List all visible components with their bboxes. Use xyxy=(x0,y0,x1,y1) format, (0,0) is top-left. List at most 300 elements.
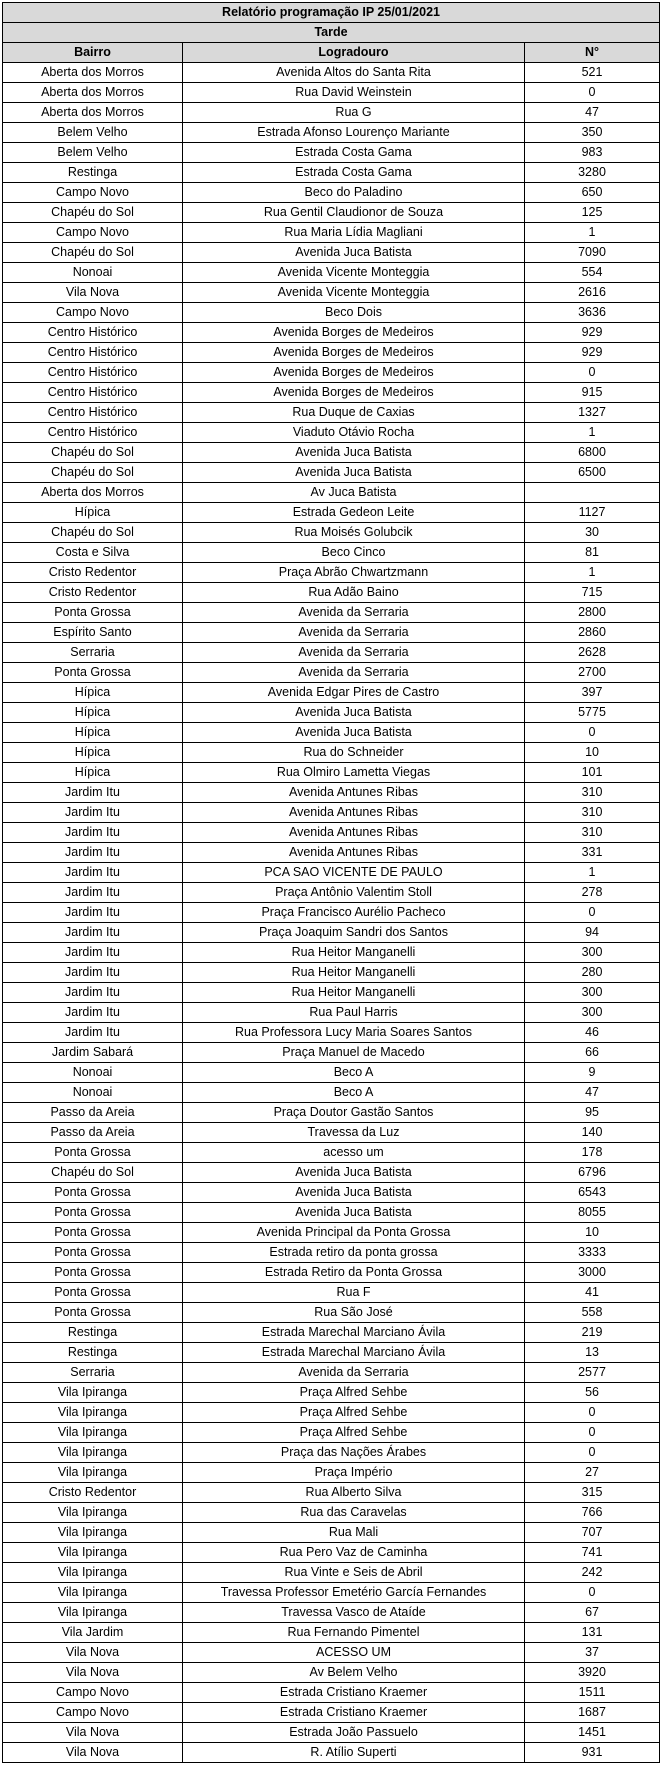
table-row xyxy=(3,63,660,83)
table-row xyxy=(3,1043,660,1063)
numero-cell: 300 xyxy=(525,943,660,963)
bairro-cell: Campo Novo xyxy=(3,1683,183,1703)
logradouro-cell: Praça Francisco Aurélio Pacheco xyxy=(183,903,525,923)
table-row xyxy=(3,143,660,163)
numero-cell: 1 xyxy=(525,423,660,443)
numero-cell: 300 xyxy=(525,983,660,1003)
bairro-cell: Hípica xyxy=(3,723,183,743)
table-row xyxy=(3,723,660,743)
logradouro-cell: Avenida Antunes Ribas xyxy=(183,783,525,803)
numero-cell: 47 xyxy=(525,1083,660,1103)
numero-cell: 310 xyxy=(525,803,660,823)
table-row xyxy=(3,563,660,583)
bairro-cell: Campo Novo xyxy=(3,183,183,203)
bairro-cell: Campo Novo xyxy=(3,1703,183,1723)
logradouro-cell: Estrada João Passuelo xyxy=(183,1723,525,1743)
numero-cell: 310 xyxy=(525,823,660,843)
numero-cell: 707 xyxy=(525,1523,660,1543)
logradouro-cell: Beco Dois xyxy=(183,303,525,323)
numero-cell: 1 xyxy=(525,563,660,583)
bairro-cell: Passo da Areia xyxy=(3,1123,183,1143)
bairro-cell: Jardim Itu xyxy=(3,923,183,943)
logradouro-cell: Estrada Marechal Marciano Ávila xyxy=(183,1343,525,1363)
table-row xyxy=(3,243,660,263)
bairro-cell: Restinga xyxy=(3,1343,183,1363)
logradouro-cell: Avenida Principal da Ponta Grossa xyxy=(183,1223,525,1243)
numero-cell: 47 xyxy=(525,103,660,123)
logradouro-cell: Estrada Retiro da Ponta Grossa xyxy=(183,1263,525,1283)
subtitle-row xyxy=(3,23,660,43)
table-row xyxy=(3,543,660,563)
report-table xyxy=(2,2,660,1763)
logradouro-cell: Estrada Gedeon Leite xyxy=(183,503,525,523)
bairro-cell: Belem Velho xyxy=(3,123,183,143)
numero-cell: 56 xyxy=(525,1383,660,1403)
numero-cell: 0 xyxy=(525,363,660,383)
numero-cell: 5775 xyxy=(525,703,660,723)
table-row xyxy=(3,903,660,923)
bairro-cell: Restinga xyxy=(3,163,183,183)
table-row xyxy=(3,403,660,423)
logradouro-cell: Travessa da Luz xyxy=(183,1123,525,1143)
table-row xyxy=(3,1583,660,1603)
table-row xyxy=(3,503,660,523)
logradouro-cell: Avenida da Serraria xyxy=(183,623,525,643)
table-row xyxy=(3,1303,660,1323)
logradouro-cell: Avenida Antunes Ribas xyxy=(183,823,525,843)
bairro-cell: Vila Ipiranga xyxy=(3,1463,183,1483)
bairro-cell: Jardim Itu xyxy=(3,863,183,883)
logradouro-cell: Rua Heitor Manganelli xyxy=(183,943,525,963)
numero-cell: 41 xyxy=(525,1283,660,1303)
bairro-cell: Centro Histórico xyxy=(3,383,183,403)
bairro-cell: Ponta Grossa xyxy=(3,1143,183,1163)
bairro-cell: Hípica xyxy=(3,743,183,763)
numero-cell: 3920 xyxy=(525,1663,660,1683)
numero-cell: 81 xyxy=(525,543,660,563)
logradouro-cell: Praça Alfred Sehbe xyxy=(183,1403,525,1423)
bairro-cell: Vila Ipiranga xyxy=(3,1603,183,1623)
numero-cell: 67 xyxy=(525,1603,660,1623)
table-row xyxy=(3,443,660,463)
table-row xyxy=(3,943,660,963)
bairro-cell: Aberta dos Morros xyxy=(3,83,183,103)
numero-cell: 7090 xyxy=(525,243,660,263)
numero-cell: 1451 xyxy=(525,1723,660,1743)
table-row xyxy=(3,763,660,783)
numero-cell: 278 xyxy=(525,883,660,903)
logradouro-cell: Rua Gentil Claudionor de Souza xyxy=(183,203,525,223)
title-row xyxy=(3,3,660,23)
logradouro-cell: Avenida Juca Batista xyxy=(183,443,525,463)
numero-cell: 10 xyxy=(525,743,660,763)
bairro-cell: Ponta Grossa xyxy=(3,603,183,623)
logradouro-cell: Rua Mali xyxy=(183,1523,525,1543)
numero-cell: 30 xyxy=(525,523,660,543)
logradouro-cell: Rua Adão Baino xyxy=(183,583,525,603)
logradouro-cell: Estrada Costa Gama xyxy=(183,143,525,163)
table-row xyxy=(3,1003,660,1023)
logradouro-cell: Avenida Vicente Monteggia xyxy=(183,263,525,283)
table-row xyxy=(3,1123,660,1143)
bairro-cell: Chapéu do Sol xyxy=(3,523,183,543)
numero-cell: 1 xyxy=(525,863,660,883)
bairro-cell: Nonoai xyxy=(3,1063,183,1083)
report-period: Tarde xyxy=(3,23,660,43)
numero-cell: 715 xyxy=(525,583,660,603)
bairro-cell: Vila Nova xyxy=(3,1723,183,1743)
logradouro-cell: Rua Alberto Silva xyxy=(183,1483,525,1503)
bairro-cell: Campo Novo xyxy=(3,303,183,323)
numero-cell: 521 xyxy=(525,63,660,83)
bairro-cell: Chapéu do Sol xyxy=(3,463,183,483)
numero-cell: 0 xyxy=(525,723,660,743)
logradouro-cell: Rua Olmiro Lametta Viegas xyxy=(183,763,525,783)
logradouro-cell: Estrada Afonso Lourenço Mariante xyxy=(183,123,525,143)
logradouro-cell: Rua Pero Vaz de Caminha xyxy=(183,1543,525,1563)
logradouro-cell: PCA SAO VICENTE DE PAULO xyxy=(183,863,525,883)
numero-cell: 929 xyxy=(525,343,660,363)
table-row xyxy=(3,1343,660,1363)
logradouro-cell: Avenida Juca Batista xyxy=(183,703,525,723)
table-row xyxy=(3,1483,660,1503)
numero-cell: 2860 xyxy=(525,623,660,643)
numero-cell: 0 xyxy=(525,1403,660,1423)
bairro-cell: Vila Ipiranga xyxy=(3,1403,183,1423)
table-row xyxy=(3,1243,660,1263)
table-row xyxy=(3,223,660,243)
logradouro-cell: Rua São José xyxy=(183,1303,525,1323)
logradouro-cell: Rua Heitor Manganelli xyxy=(183,983,525,1003)
table-row xyxy=(3,883,660,903)
logradouro-cell: Avenida Juca Batista xyxy=(183,723,525,743)
logradouro-cell: Avenida Altos do Santa Rita xyxy=(183,63,525,83)
logradouro-cell: Beco A xyxy=(183,1063,525,1083)
table-row xyxy=(3,743,660,763)
logradouro-cell: Travessa Professor Emetério García Fernandes xyxy=(183,1583,525,1603)
bairro-cell: Vila Ipiranga xyxy=(3,1563,183,1583)
bairro-cell: Costa e Silva xyxy=(3,543,183,563)
bairro-cell: Vila Ipiranga xyxy=(3,1423,183,1443)
bairro-cell: Aberta dos Morros xyxy=(3,63,183,83)
numero-cell: 741 xyxy=(525,1543,660,1563)
bairro-cell: Ponta Grossa xyxy=(3,1303,183,1323)
table-row xyxy=(3,163,660,183)
bairro-cell: Hípica xyxy=(3,683,183,703)
table-row xyxy=(3,1063,660,1083)
table-row xyxy=(3,1503,660,1523)
numero-cell: 931 xyxy=(525,1743,660,1763)
numero-cell xyxy=(525,483,660,503)
table-row xyxy=(3,83,660,103)
bairro-cell: Jardim Itu xyxy=(3,983,183,1003)
bairro-cell: Ponta Grossa xyxy=(3,1283,183,1303)
table-row xyxy=(3,423,660,443)
table-row xyxy=(3,703,660,723)
table-row xyxy=(3,1523,660,1543)
numero-cell: 983 xyxy=(525,143,660,163)
numero-cell: 6500 xyxy=(525,463,660,483)
bairro-cell: Serraria xyxy=(3,1363,183,1383)
numero-cell: 140 xyxy=(525,1123,660,1143)
table-row xyxy=(3,1663,660,1683)
bairro-cell: Jardim Itu xyxy=(3,963,183,983)
column-header-bairro: Bairro xyxy=(3,43,183,63)
numero-cell: 2616 xyxy=(525,283,660,303)
table-row xyxy=(3,983,660,1003)
numero-cell: 0 xyxy=(525,1583,660,1603)
logradouro-cell: Praça Antônio Valentim Stoll xyxy=(183,883,525,903)
logradouro-cell: Travessa Vasco de Ataíde xyxy=(183,1603,525,1623)
numero-cell: 397 xyxy=(525,683,660,703)
table-row xyxy=(3,1403,660,1423)
numero-cell: 1511 xyxy=(525,1683,660,1703)
table-row xyxy=(3,603,660,623)
table-row xyxy=(3,1443,660,1463)
table-row xyxy=(3,1103,660,1123)
numero-cell: 1127 xyxy=(525,503,660,523)
table-row xyxy=(3,323,660,343)
logradouro-cell: Praça Doutor Gastão Santos xyxy=(183,1103,525,1123)
bairro-cell: Jardim Itu xyxy=(3,903,183,923)
logradouro-cell: Avenida da Serraria xyxy=(183,603,525,623)
numero-cell: 6543 xyxy=(525,1183,660,1203)
logradouro-cell: Praça das Nações Árabes xyxy=(183,1443,525,1463)
logradouro-cell: Rua das Caravelas xyxy=(183,1503,525,1523)
table-row xyxy=(3,483,660,503)
bairro-cell: Belem Velho xyxy=(3,143,183,163)
logradouro-cell: Praça Alfred Sehbe xyxy=(183,1423,525,1443)
bairro-cell: Centro Histórico xyxy=(3,363,183,383)
numero-cell: 0 xyxy=(525,903,660,923)
logradouro-cell: Rua Professora Lucy Maria Soares Santos xyxy=(183,1023,525,1043)
numero-cell: 66 xyxy=(525,1043,660,1063)
numero-cell: 2628 xyxy=(525,643,660,663)
logradouro-cell: Avenida Borges de Medeiros xyxy=(183,343,525,363)
bairro-cell: Jardim Itu xyxy=(3,843,183,863)
logradouro-cell: Viaduto Otávio Rocha xyxy=(183,423,525,443)
bairro-cell: Cristo Redentor xyxy=(3,583,183,603)
table-row xyxy=(3,1643,660,1663)
numero-cell: 46 xyxy=(525,1023,660,1043)
logradouro-cell: Rua Maria Lídia Magliani xyxy=(183,223,525,243)
numero-cell: 94 xyxy=(525,923,660,943)
table-row xyxy=(3,1703,660,1723)
logradouro-cell: Avenida Antunes Ribas xyxy=(183,803,525,823)
logradouro-cell: Estrada retiro da ponta grossa xyxy=(183,1243,525,1263)
bairro-cell: Chapéu do Sol xyxy=(3,243,183,263)
bairro-cell: Centro Histórico xyxy=(3,423,183,443)
logradouro-cell: Avenida Borges de Medeiros xyxy=(183,363,525,383)
table-row xyxy=(3,283,660,303)
numero-cell: 1687 xyxy=(525,1703,660,1723)
bairro-cell: Chapéu do Sol xyxy=(3,443,183,463)
table-row xyxy=(3,1323,660,1343)
table-row xyxy=(3,1623,660,1643)
bairro-cell: Hípica xyxy=(3,703,183,723)
table-row xyxy=(3,1363,660,1383)
header-row xyxy=(3,43,660,63)
logradouro-cell: Beco A xyxy=(183,1083,525,1103)
table-row xyxy=(3,583,660,603)
numero-cell: 1 xyxy=(525,223,660,243)
bairro-cell: Chapéu do Sol xyxy=(3,1163,183,1183)
numero-cell: 95 xyxy=(525,1103,660,1123)
logradouro-cell: Av Belem Velho xyxy=(183,1663,525,1683)
bairro-cell: Ponta Grossa xyxy=(3,1263,183,1283)
logradouro-cell: Praça Alfred Sehbe xyxy=(183,1383,525,1403)
numero-cell: 10 xyxy=(525,1223,660,1243)
logradouro-cell: Estrada Cristiano Kraemer xyxy=(183,1703,525,1723)
bairro-cell: Cristo Redentor xyxy=(3,563,183,583)
logradouro-cell: Rua F xyxy=(183,1283,525,1303)
logradouro-cell: Rua David Weinstein xyxy=(183,83,525,103)
numero-cell: 27 xyxy=(525,1463,660,1483)
table-row xyxy=(3,1203,660,1223)
table-row xyxy=(3,1183,660,1203)
numero-cell: 101 xyxy=(525,763,660,783)
numero-cell: 242 xyxy=(525,1563,660,1583)
table-row xyxy=(3,1223,660,1243)
logradouro-cell: Avenida Juca Batista xyxy=(183,1163,525,1183)
logradouro-cell: Beco do Paladino xyxy=(183,183,525,203)
table-row xyxy=(3,1263,660,1283)
logradouro-cell: Rua G xyxy=(183,103,525,123)
table-row xyxy=(3,1423,660,1443)
table-row xyxy=(3,123,660,143)
logradouro-cell: Praça Império xyxy=(183,1463,525,1483)
numero-cell: 8055 xyxy=(525,1203,660,1223)
numero-cell: 13 xyxy=(525,1343,660,1363)
numero-cell: 178 xyxy=(525,1143,660,1163)
numero-cell: 3333 xyxy=(525,1243,660,1263)
table-body xyxy=(3,63,660,1763)
bairro-cell: Hípica xyxy=(3,763,183,783)
bairro-cell: Vila Nova xyxy=(3,283,183,303)
table-row xyxy=(3,623,660,643)
numero-cell: 0 xyxy=(525,83,660,103)
table-row xyxy=(3,683,660,703)
logradouro-cell: Praça Abrão Chwartzmann xyxy=(183,563,525,583)
numero-cell: 766 xyxy=(525,1503,660,1523)
numero-cell: 300 xyxy=(525,1003,660,1023)
table-row xyxy=(3,863,660,883)
table-row xyxy=(3,783,660,803)
table-row xyxy=(3,343,660,363)
bairro-cell: Aberta dos Morros xyxy=(3,483,183,503)
table-row xyxy=(3,103,660,123)
numero-cell: 650 xyxy=(525,183,660,203)
logradouro-cell: Avenida Edgar Pires de Castro xyxy=(183,683,525,703)
numero-cell: 3636 xyxy=(525,303,660,323)
logradouro-cell: Estrada Costa Gama xyxy=(183,163,525,183)
table-row xyxy=(3,263,660,283)
bairro-cell: Hípica xyxy=(3,503,183,523)
logradouro-cell: ACESSO UM xyxy=(183,1643,525,1663)
bairro-cell: Jardim Itu xyxy=(3,943,183,963)
table-row xyxy=(3,843,660,863)
bairro-cell: Jardim Sabará xyxy=(3,1043,183,1063)
numero-cell: 131 xyxy=(525,1623,660,1643)
table-row xyxy=(3,1283,660,1303)
numero-cell: 6796 xyxy=(525,1163,660,1183)
table-row xyxy=(3,643,660,663)
numero-cell: 0 xyxy=(525,1423,660,1443)
numero-cell: 280 xyxy=(525,963,660,983)
bairro-cell: Vila Jardim xyxy=(3,1623,183,1643)
numero-cell: 350 xyxy=(525,123,660,143)
bairro-cell: Vila Ipiranga xyxy=(3,1383,183,1403)
logradouro-cell: Rua Duque de Caxias xyxy=(183,403,525,423)
table-row xyxy=(3,183,660,203)
table-row xyxy=(3,663,660,683)
logradouro-cell: Avenida Antunes Ribas xyxy=(183,843,525,863)
logradouro-cell: Avenida Borges de Medeiros xyxy=(183,323,525,343)
column-header-logradouro: Logradouro xyxy=(183,43,525,63)
table-row xyxy=(3,203,660,223)
logradouro-cell: Rua Paul Harris xyxy=(183,1003,525,1023)
bairro-cell: Vila Ipiranga xyxy=(3,1583,183,1603)
logradouro-cell: Avenida Borges de Medeiros xyxy=(183,383,525,403)
bairro-cell: Campo Novo xyxy=(3,223,183,243)
bairro-cell: Chapéu do Sol xyxy=(3,203,183,223)
bairro-cell: Ponta Grossa xyxy=(3,663,183,683)
bairro-cell: Jardim Itu xyxy=(3,883,183,903)
table-row xyxy=(3,1163,660,1183)
bairro-cell: Serraria xyxy=(3,643,183,663)
table-row xyxy=(3,1463,660,1483)
logradouro-cell: R. Atílio Superti xyxy=(183,1743,525,1763)
bairro-cell: Centro Histórico xyxy=(3,403,183,423)
table-row xyxy=(3,1563,660,1583)
numero-cell: 2800 xyxy=(525,603,660,623)
logradouro-cell: Avenida Juca Batista xyxy=(183,1203,525,1223)
logradouro-cell: Beco Cinco xyxy=(183,543,525,563)
numero-cell: 929 xyxy=(525,323,660,343)
bairro-cell: Ponta Grossa xyxy=(3,1223,183,1243)
numero-cell: 6800 xyxy=(525,443,660,463)
bairro-cell: Nonoai xyxy=(3,1083,183,1103)
bairro-cell: Ponta Grossa xyxy=(3,1243,183,1263)
numero-cell: 310 xyxy=(525,783,660,803)
logradouro-cell: Avenida Vicente Monteggia xyxy=(183,283,525,303)
table-row xyxy=(3,963,660,983)
numero-cell: 331 xyxy=(525,843,660,863)
report-title: Relatório programação IP 25/01/2021 xyxy=(3,3,660,23)
bairro-cell: Ponta Grossa xyxy=(3,1203,183,1223)
bairro-cell: Vila Nova xyxy=(3,1743,183,1763)
table-row xyxy=(3,1023,660,1043)
logradouro-cell: Rua Moisés Golubcik xyxy=(183,523,525,543)
bairro-cell: Vila Ipiranga xyxy=(3,1443,183,1463)
table-row xyxy=(3,1723,660,1743)
numero-cell: 125 xyxy=(525,203,660,223)
bairro-cell: Ponta Grossa xyxy=(3,1183,183,1203)
table-row xyxy=(3,303,660,323)
bairro-cell: Vila Ipiranga xyxy=(3,1523,183,1543)
numero-cell: 0 xyxy=(525,1443,660,1463)
logradouro-cell: Rua do Schneider xyxy=(183,743,525,763)
table-row xyxy=(3,1383,660,1403)
table-row xyxy=(3,1683,660,1703)
table-row xyxy=(3,823,660,843)
table-row xyxy=(3,1143,660,1163)
numero-cell: 3000 xyxy=(525,1263,660,1283)
table-row xyxy=(3,1603,660,1623)
table-row xyxy=(3,523,660,543)
logradouro-cell: Avenida Juca Batista xyxy=(183,463,525,483)
logradouro-cell: Estrada Marechal Marciano Ávila xyxy=(183,1323,525,1343)
